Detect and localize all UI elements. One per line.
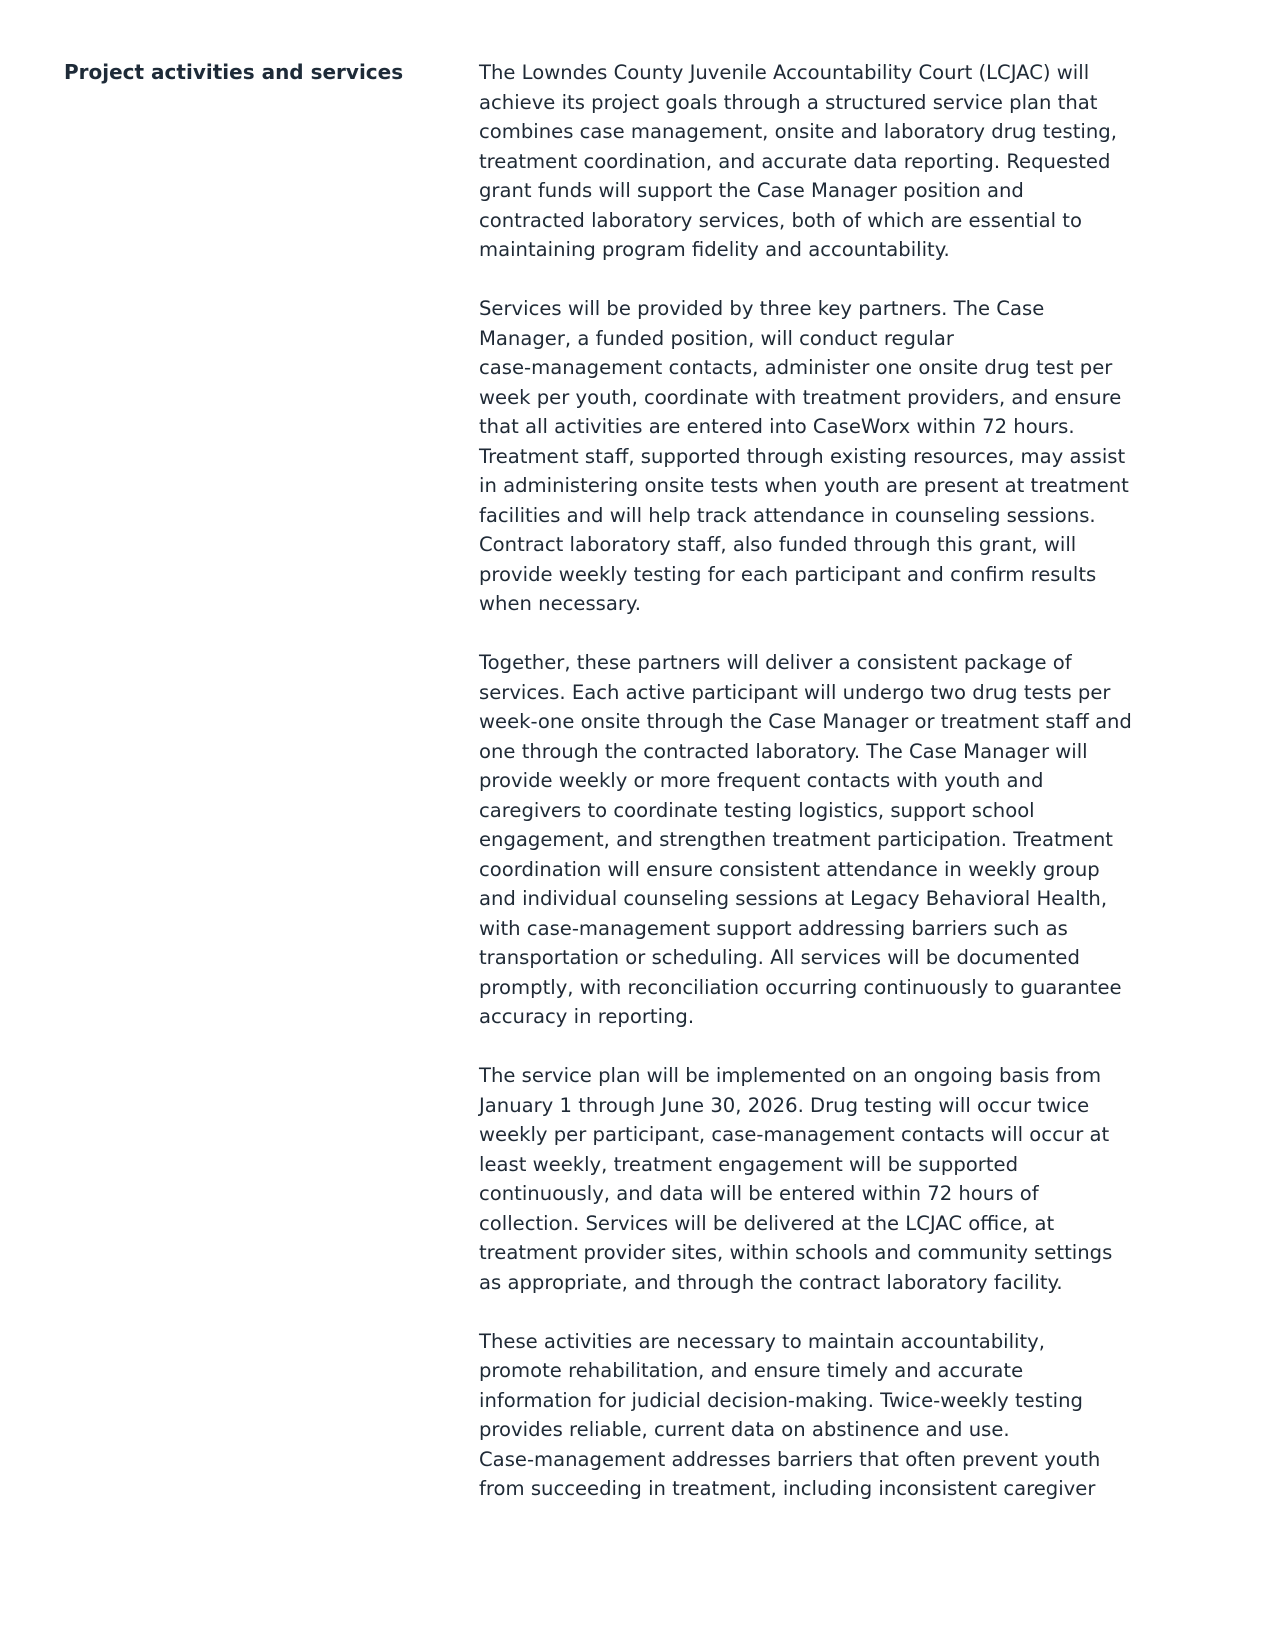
text-line: treatment coordination, and accurate data reporting. Requested	[479, 149, 1111, 173]
text-line: maintaining program fidelity and accountability.	[479, 238, 950, 261]
text-line: Treatment staff, supported through existing resources, may assist	[479, 444, 1126, 468]
text-line: caregivers to coordinate testing logistics, support school	[479, 798, 1035, 822]
text-line: provide weekly or more frequent contacts with youth and	[479, 769, 1044, 792]
text-line: and individual counseling sessions at Legacy Behavioral Health,	[479, 887, 1108, 910]
text-line: from succeeding in treatment, including inconsistent caregiver	[479, 1477, 1096, 1500]
text-line: accuracy in reporting.	[479, 1005, 695, 1028]
text-line: Case-management addresses barriers that often prevent youth	[479, 1447, 1101, 1471]
text-line: provide weekly testing for each participant and confirm results	[479, 562, 1097, 586]
text-line: Together, these partners will deliver a consistent package of	[479, 651, 1072, 674]
text-line: achieve its project goals through a structured service plan that	[479, 90, 1098, 114]
paragraph	[479, 294, 1199, 619]
text-line: collection. Services will be delivered at the LCJAC office, at	[479, 1211, 1055, 1235]
text-line: in administering onsite tests when youth are present at treatment	[479, 474, 1129, 497]
text-line: promptly, with reconciliation occurring continuously to guarantee	[479, 975, 1122, 999]
text-line: grant funds will support the Case Manager position and	[479, 179, 1024, 202]
text-line: treatment provider sites, within schools and community settings	[479, 1241, 1113, 1264]
text-line: These activities are necessary to maintain accountability,	[479, 1329, 1045, 1353]
text-line: case-management contacts, administer one onsite drug test per	[479, 356, 1113, 379]
text-line: that all activities are entered into CaseWorx within 72 hours.	[479, 415, 1075, 438]
text-line: engagement, and strengthen treatment participation. Treatment	[479, 828, 1113, 851]
text-line: transportation or scheduling. All services will be documented	[479, 946, 1080, 969]
paragraph	[479, 1327, 1199, 1504]
text-line: contracted laboratory services, both of which are essential to	[479, 208, 1082, 232]
section-body	[479, 58, 1199, 1533]
text-line: Manager, a funded position, will conduct regular	[479, 326, 954, 350]
text-line: The service plan will be implemented on an ongoing basis from	[479, 1064, 1102, 1087]
paragraph	[479, 648, 1199, 1032]
text-line: week-one onsite through the Case Manager or treatment staff and	[479, 710, 1132, 733]
section-heading: Project activities and services	[64, 60, 404, 84]
text-line: one through the contracted laboratory. The Case Manager will	[479, 739, 1088, 763]
paragraph	[479, 58, 1199, 265]
text-line: continuously, and data will be entered within 72 hours of	[479, 1182, 1039, 1205]
text-line: least weekly, treatment engagement will be supported	[479, 1152, 1019, 1176]
text-line: The Lowndes County Juvenile Accountability Court (LCJAC) will	[479, 61, 1090, 84]
text-line: when necessary.	[479, 592, 641, 615]
text-line: Contract laboratory staff, also funded through this grant, will	[479, 533, 1077, 556]
text-line: with case-management support addressing barriers such as	[479, 916, 1068, 940]
text-line: promote rehabilitation, and ensure timely and accurate	[479, 1359, 1024, 1382]
text-line: provides reliable, current data on abstinence and use.	[479, 1418, 1010, 1441]
text-line: as appropriate, and through the contract laboratory facility.	[479, 1270, 1063, 1294]
text-line: services. Each active participant will undergo two drug tests per	[479, 680, 1111, 704]
paragraph	[479, 1061, 1199, 1297]
text-line: January 1 through June 30, 2026. Drug testing will occur twice	[479, 1093, 1090, 1117]
text-line: facilities and will help track attendance in counseling sessions.	[479, 503, 1096, 527]
text-line: Services will be provided by three key partners. The Case	[479, 297, 1045, 320]
text-line: combines case management, onsite and laboratory drug testing,	[479, 120, 1117, 143]
text-line: coordination will ensure consistent attendance in weekly group	[479, 857, 1100, 881]
text-line: week per youth, coordinate with treatment providers, and ensure	[479, 385, 1122, 409]
text-line: weekly per participant, case-management contacts will occur at	[479, 1123, 1110, 1146]
text-line: information for judicial decision-making. Twice-weekly testing	[479, 1388, 1083, 1412]
